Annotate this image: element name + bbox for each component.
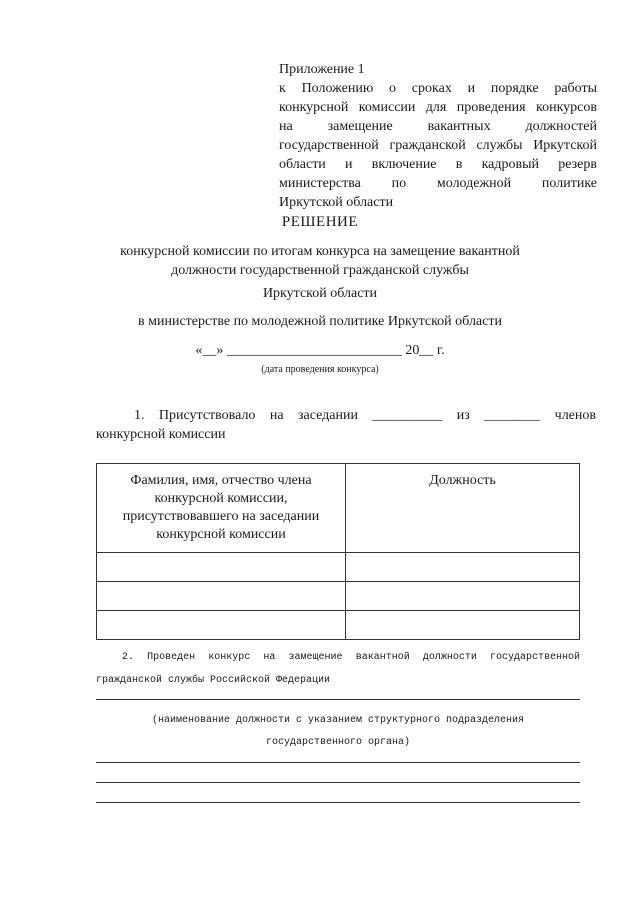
decision-subtitle <box>60 242 580 280</box>
col-header-position: Должность <box>346 464 580 553</box>
table-cell-position[interactable] <box>346 611 580 640</box>
table-row <box>97 582 580 611</box>
appendix-line-1: Приложение 1 <box>279 62 365 77</box>
table-row <box>97 611 580 640</box>
decision-subtitle-line-2: должности государственной гражданской службы <box>171 263 469 278</box>
table-cell-name[interactable] <box>97 553 346 582</box>
appendix-block <box>279 60 597 212</box>
blank-line-position-name[interactable] <box>96 699 580 700</box>
appendix-line-6: области и включение в кадровый резерв <box>279 157 597 172</box>
table-cell-position[interactable] <box>346 553 580 582</box>
table-cell-position[interactable] <box>346 582 580 611</box>
col-header-full-name <box>97 464 346 553</box>
appendix-line-8: Иркутской области <box>279 195 394 210</box>
date-hint: (дата проведения конкурса) <box>261 364 379 375</box>
col-header-full-name-text: Фамилия, имя, отчество члена конкурсной комиссии, присутствовавшего на заседании конкурсной комиссии <box>122 473 320 542</box>
decision-title: РЕШЕНИЕ <box>281 214 359 230</box>
section-2-paragraph <box>96 650 580 689</box>
section-2-line-1: 2. Проведен конкурс на замещение вакантной должности государственной <box>122 652 580 663</box>
decision-ministry: в министерстве по молодежной политике Иркутской области <box>138 314 502 329</box>
decision-subtitle-line-1: конкурсной комиссии по итогам конкурса на замещение вакантной <box>120 244 520 259</box>
section-1-paragraph <box>96 406 596 444</box>
decision-region: Иркутской области <box>262 286 378 301</box>
table-cell-name[interactable] <box>97 582 346 611</box>
table-cell-name[interactable] <box>97 611 346 640</box>
position-name-hint-line-2: государственного органа) <box>265 737 411 748</box>
appendix-line-4: на замещение вакантных должностей <box>279 119 597 134</box>
position-name-hint-line-1: (наименование должности с указанием структурного подразделения <box>151 715 525 726</box>
table-row <box>97 553 580 582</box>
members-table <box>96 463 580 640</box>
appendix-line-7: министерства по молодежной политике <box>279 176 597 191</box>
appendix-line-3: конкурсной комиссии для проведения конкурсов <box>279 100 597 115</box>
section-2-line-2: гражданской службы Российской Федерации <box>96 675 331 686</box>
blank-line-1[interactable] <box>96 762 580 763</box>
appendix-line-2: к Положению о сроках и порядке работы <box>279 81 597 96</box>
date-line: «__» _________________________ 20__ г. <box>195 343 445 358</box>
blank-line-3[interactable] <box>96 802 580 803</box>
position-name-hint <box>96 710 580 754</box>
section-1-line-2: конкурсной комиссии <box>96 427 226 442</box>
blank-line-2[interactable] <box>96 782 580 783</box>
appendix-line-5: государственной гражданской службы Иркутской <box>279 138 597 153</box>
members-table-header <box>97 464 580 553</box>
section-1-line-1: 1. Присутствовало на заседании __________ из ________ членов <box>134 408 596 423</box>
